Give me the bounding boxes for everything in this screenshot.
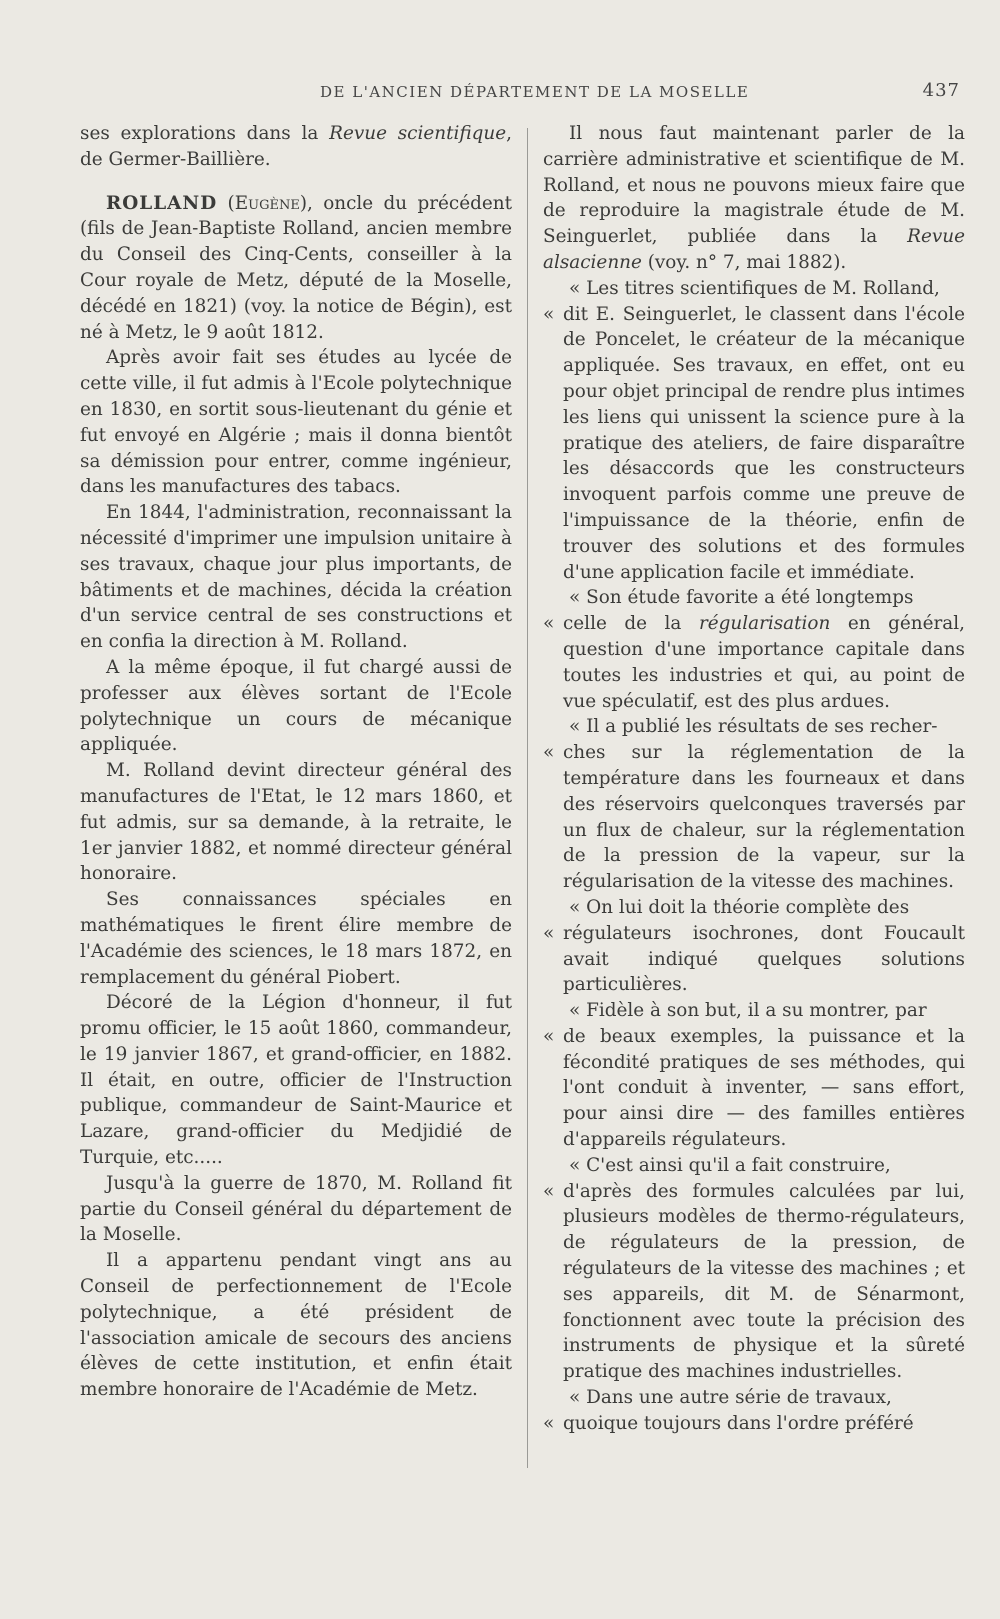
paragraph: Décoré de la Légion d'honneur, il fut promu officier, le 15 août 1860, commandeur, le 19 janvier 1867, et grand-officier, en 1882. Il était, en outre, officier de l'Instruction publique, commandeur de Saint-Maurice et Lazare, grand-officier du Medjidié de Turquie, etc..... — [80, 992, 512, 1169]
page-number: 437 — [922, 80, 960, 101]
paragraph-continuation: ses explorations dans la Revue scientifique, de Germer-Baillière. — [80, 123, 512, 170]
journal-title: Revue alsacienne — [543, 226, 965, 273]
entry-firstname: (Eugène) — [227, 192, 308, 214]
column-divider — [527, 128, 528, 1468]
paragraph: A la même époque, il fut chargé aussi de professer aux élèves sortant de l'Ecole polytechnique un cours de mécanique appliquée. — [80, 656, 512, 756]
paragraph: M. Rolland devint directeur général des manufactures de l'Etat, le 12 mars 1860, et fut admis, sur sa demande, à la retraite, le 1er janvier 1882, et nommé directeur général honoraire. — [80, 760, 512, 885]
quote-paragraph: « On lui doit la théorie complète des — [569, 896, 910, 918]
left-column — [80, 121, 512, 1403]
right-column — [543, 121, 965, 1437]
quote-paragraph: « d'après des formules calculées par lui, plusieurs modèles de thermo-régulateurs, de régulateurs de la pression, de régulateurs de la vitesse des machines ; et ses appareils, dit M. de Sénarmont, fonctionnent avec toute la précision des instruments de physique et la sûreté pratique des machines industrielles. — [543, 1180, 965, 1383]
quote-paragraph: « Il a publié les résultats de ses recher- — [569, 716, 938, 738]
page-header — [320, 78, 960, 108]
paragraph: Il a appartenu pendant vingt ans au Conseil de perfectionnement de l'Ecole polytechnique, a été président de l'association amicale de secours des anciens élèves de cette institution, et enfin était membre honoraire de l'Académie de Metz. — [80, 1250, 512, 1401]
paragraph: En 1844, l'administration, reconnaissant la nécessité d'imprimer une impulsion unitaire à ses travaux, chaque jour plus importants, de bâtiments et de machines, décida la création d'un service central de ses constructions et en confia la direction à M. Rolland. — [80, 502, 512, 653]
quote-paragraph: « quoique toujours dans l'ordre préféré — [543, 1412, 914, 1434]
paragraph: Il nous faut maintenant parler de la carrière administrative et scientifique de M. Rolland, et nous ne pouvons mieux faire que de reproduire la magistrale étude de M. Seinguerlet, publiée dans la Revue alsacienne (voy. n° 7, mai 1882). — [543, 123, 965, 273]
quote-paragraph: « Son étude favorite a été longtemps — [569, 587, 914, 609]
quote-paragraph: « ches sur la réglementation de la température dans les fourneaux et dans des réservoirs quelconques traversés par un flux de chaleur, sur la réglementation de la pression de la vapeur, sur la régularisation de la vitesse des machines. — [543, 742, 965, 893]
quote-paragraph: « dit E. Seinguerlet, le classent dans l'école de Poncelet, le créateur de la mécanique appliquée. Ses travaux, en effet, ont eu pour objet principal de rendre plus intimes les liens qui unissent la science pure à la pratique des ateliers, de faire disparaître les désaccords que les constructeurs invoquent parfois comme une preuve de l'impuissance de la théorie, enfin de trouver des solutions et des formules d'une application facile et immédiate. — [543, 303, 965, 583]
quote-paragraph: « Fidèle à son but, il a su montrer, par — [569, 1000, 927, 1022]
entry-rolland: ROLLAND (Eugène), oncle du précédent (fils de Jean-Baptiste Rolland, ancien membre du Conseil des Cinq-Cents, conseiller à la Cour royale de Metz, député de la Moselle, décédé en 1821) (voy. la notice de Bégin), est né à Metz, le 9 août 1812. — [80, 192, 512, 343]
journal-title: Revue scientifique — [329, 123, 507, 144]
running-title: DE L'ANCIEN DÉPARTEMENT DE LA MOSELLE — [320, 83, 750, 101]
paragraph: Jusqu'à la guerre de 1870, M. Rolland fit partie du Conseil général du département de la Moselle. — [80, 1172, 512, 1246]
quote-paragraph: « celle de la régularisation en général, question d'une importance capitale dans toutes les industries et qui, au point de vue spéculatif, est des plus ardues. — [543, 613, 965, 712]
paragraph: Après avoir fait ses études au lycée de cette ville, il fut admis à l'Ecole polytechnique en 1830, en sortit sous-lieutenant du génie et fut envoyé en Algérie ; mais il donna bientôt sa démission pour entrer, comme ingénieur, dans les manufactures des tabacs. — [80, 347, 512, 498]
quote-paragraph: « C'est ainsi qu'il a fait construire, — [569, 1154, 891, 1176]
quote-paragraph: « Les titres scientifiques de M. Rolland, — [569, 277, 940, 299]
paragraph: Ses connaissances spéciales en mathématiques le firent élire membre de l'Académie des sciences, le 18 mars 1872, en remplacement du général Piobert. — [80, 889, 512, 988]
quote-paragraph: « de beaux exemples, la puissance et la fécondité pratiques de ses méthodes, qui l'ont conduit à inventer, — sans effort, pour ainsi dire — des familles entières d'appareils régulateurs. — [543, 1025, 965, 1151]
quote-paragraph: « régulateurs isochrones, dont Foucault avait indiqué quelques solutions particulières. — [543, 922, 965, 996]
emphasis: régularisation — [698, 613, 831, 635]
entry-name: ROLLAND — [106, 192, 218, 214]
quote-paragraph: « Dans une autre série de travaux, — [569, 1387, 892, 1409]
